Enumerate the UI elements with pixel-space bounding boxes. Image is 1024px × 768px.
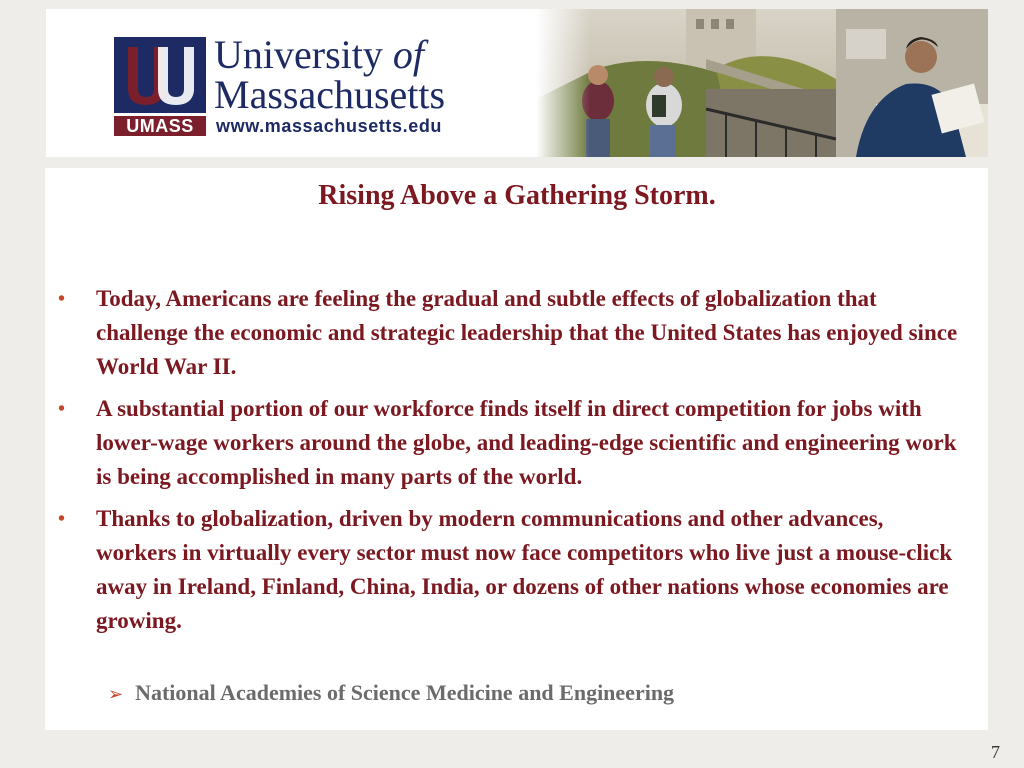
bullet-text: Thanks to globalization, driven by modern communications and other advances, workers in virtually every sector must now face competitors who live just a mouse-click away in Ireland, Finland, China, India, or dozens of other nations whose economies are growing. [96,506,953,633]
bullet-item [58,282,968,384]
bullet-text: A substantial portion of our workforce finds itself in direct competition for jobs with lower-wage workers around the globe, and leading-edge scientific and engineering work is being accomplished in many parts of the world. [96,396,957,489]
bullet-marker-icon: • [58,398,66,420]
campus-photo [536,9,988,157]
header-banner [46,9,988,157]
arrow-bullet-icon: ➢ [108,684,124,705]
slide-title: Rising Above a Gathering Storm. [318,180,716,211]
bullet-item [58,502,968,638]
logo-university-text: University of [214,32,424,77]
page-number: 7 [991,742,1000,762]
bullet-item [58,392,968,494]
bullet-text: Today, Americans are feeling the gradual and subtle effects of globalization that challenge the economic and strategic leadership that the United States has enjoyed since World War II. [96,286,958,379]
source-citation [108,678,674,710]
logo-massachusetts-text: Massachusetts [214,72,446,117]
bullet-list [58,282,968,646]
bullet-marker-icon: • [58,288,66,310]
umass-logo [46,9,546,157]
bullet-marker-icon: • [58,508,66,530]
umass-logo-mark-icon [114,37,206,113]
logo-abbreviation: UMASS [114,116,206,136]
logo-url: www.massachusetts.edu [216,116,443,136]
source-text: National Academies of Science Medicine and Engineering [135,680,675,705]
